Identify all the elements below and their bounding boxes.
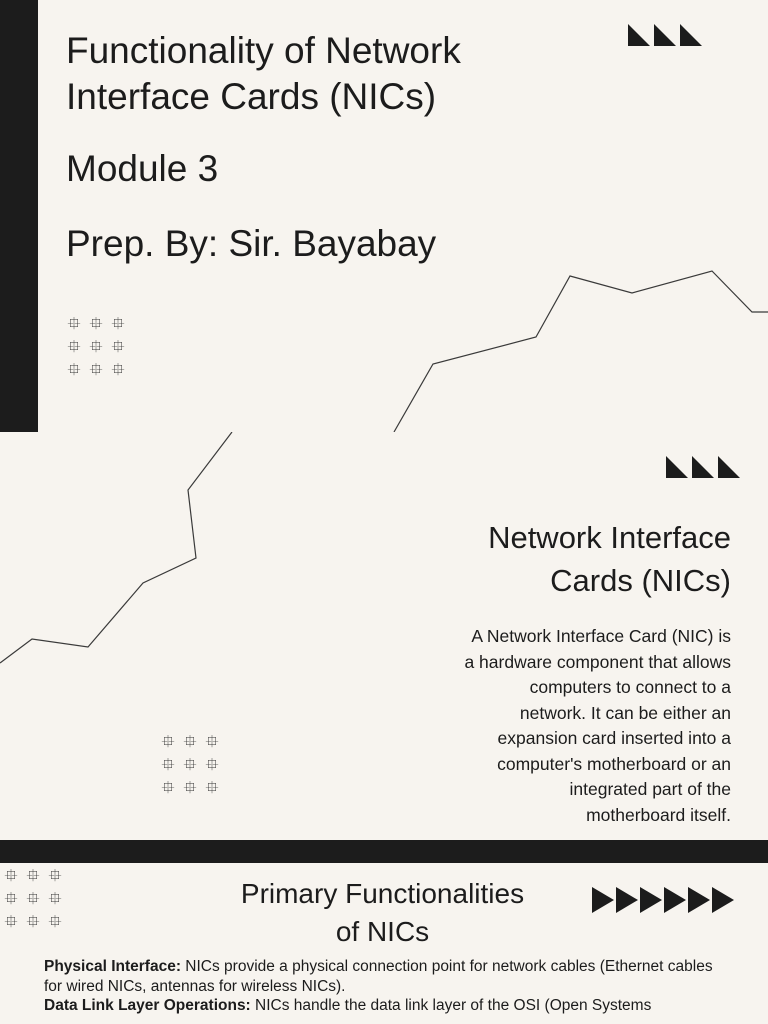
slide-divider-bar (0, 840, 768, 863)
triangle-arrows-icon (666, 456, 740, 478)
section-heading (200, 875, 565, 951)
functionality-list (44, 957, 734, 1016)
section-heading-line-1: Network Interface (488, 520, 731, 555)
nic-definition-slide (0, 432, 768, 840)
primary-functionalities-slide (0, 863, 768, 1024)
prepared-by-label: Prep. By: Sir. Bayabay (66, 223, 437, 264)
zigzag-line-decoration (0, 0, 768, 432)
list-item (44, 996, 734, 1016)
section-heading-line-2: Cards (NICs) (550, 563, 731, 598)
x-pattern-icon: ⯐ ⯐ ⯐ ⯐ ⯐ ⯐ ⯐ ⯐ ⯐ (4, 866, 62, 932)
section-heading (488, 516, 731, 602)
slide-title-line-1: Functionality of Network (66, 30, 461, 71)
item-term: Data Link Layer Operations: (44, 997, 251, 1014)
x-pattern-icon: ⯐ ⯐ ⯐ ⯐ ⯐ ⯐ ⯐ ⯐ ⯐ (67, 314, 125, 380)
description-line: motherboard itself. (586, 804, 731, 825)
description-line: network. It can be either an (519, 702, 731, 723)
description-line: A Network Interface Card (NIC) is (471, 626, 731, 646)
item-text: NICs handle the data link layer of the OSI (Open Systems (250, 997, 652, 1014)
list-item (44, 957, 734, 996)
slide-title-line-2: Interface Cards (NICs) (66, 76, 437, 117)
play-arrows-icon (592, 887, 734, 913)
x-pattern-icon: ⯐ ⯐ ⯐ ⯐ ⯐ ⯐ ⯐ ⯐ ⯐ (161, 732, 219, 798)
title-slide (0, 0, 768, 432)
section-heading-line-2: of NICs (335, 916, 430, 947)
description-line: expansion card inserted into a (497, 728, 731, 748)
item-term: Physical Interface: (44, 958, 181, 975)
description-line: integrated part of the (569, 779, 731, 799)
nic-description (391, 624, 731, 828)
section-heading-line-1: Primary Functionalities (240, 878, 525, 909)
module-label: Module 3 (66, 148, 219, 189)
description-line: computer's motherboard or an (497, 753, 731, 774)
item-text: NICs provide a physical connection point for network cables (Ethernet cables for wired NICs, antennas for wireless NICs). (44, 958, 713, 995)
description-line: computers to connect to a (529, 677, 731, 697)
description-line: a hardware component that allows (464, 651, 731, 672)
